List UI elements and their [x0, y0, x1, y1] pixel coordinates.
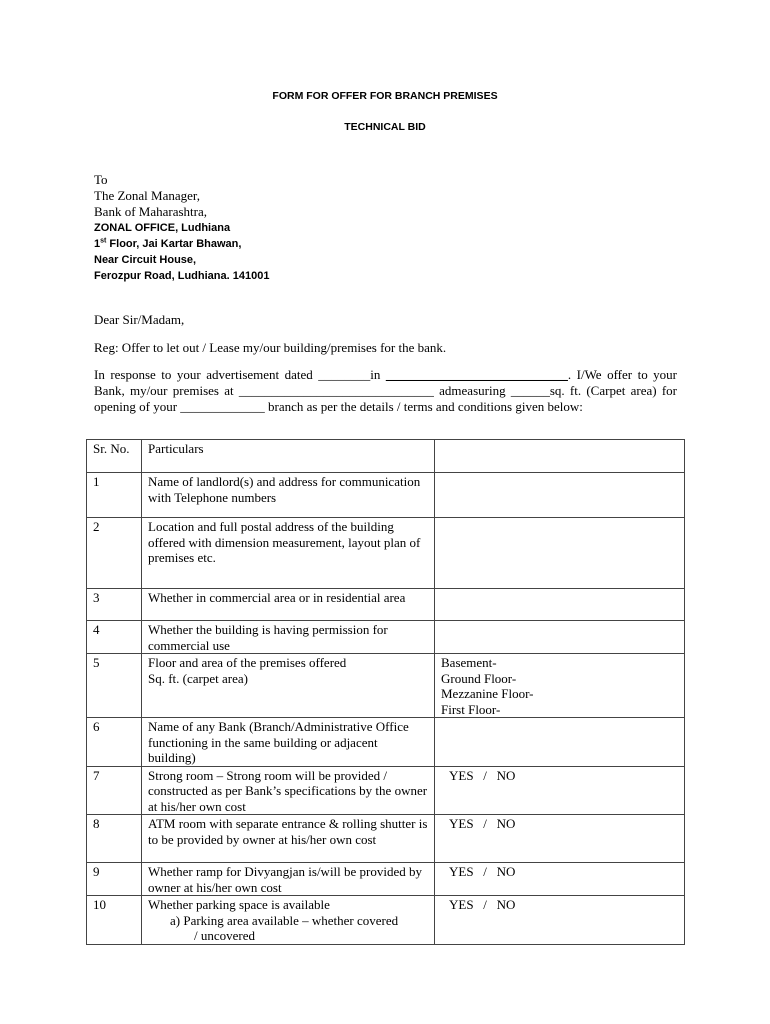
row-sr: 3	[87, 589, 142, 621]
row-particulars: Whether ramp for Divyangjan is/will be provided by owner at his/her own cost	[142, 863, 435, 896]
table-row	[87, 766, 685, 815]
particulars-line: Whether parking space is available	[148, 897, 330, 912]
form-subtitle: TECHNICAL BID	[344, 121, 426, 133]
sub-item-text: a) Parking area available – whether covered	[170, 912, 399, 928]
table-row	[87, 654, 685, 718]
yes-no-text: YES / NO	[449, 864, 516, 879]
row-value-field[interactable]	[435, 518, 685, 589]
address-line1: The Zonal Manager,	[94, 188, 200, 203]
table-row	[87, 518, 685, 589]
row-particulars	[142, 654, 435, 718]
header-particulars: Particulars	[142, 440, 435, 473]
table-header-row	[87, 440, 685, 473]
row-sr: 7	[87, 766, 142, 815]
response-paragraph	[94, 367, 677, 415]
row-particulars: Location and full postal address of the building offered with dimension measurement, layout plan of premises etc.	[142, 518, 435, 589]
table-row	[87, 473, 685, 518]
row-sr: 4	[87, 621, 142, 654]
response-part2: . I/We offer to your Bank, my/our premises at ______________________________ admeasuring ______sq. ft. (Carpet area) for opening of your _____________ branch as per the details / terms and conditions given below:	[94, 367, 678, 414]
table-row	[87, 815, 685, 863]
address-line6: Ferozpur Road, Ludhiana. 141001	[94, 270, 270, 282]
salutation: Dear Sir/Madam,	[94, 312, 185, 327]
row-sr: 5	[87, 654, 142, 718]
floor-basement: Basement-	[441, 655, 497, 670]
header-sr: Sr. No.	[87, 440, 142, 473]
yes-no-choice[interactable]	[435, 766, 685, 815]
row-particulars: Strong room – Strong room will be provided / constructed as per Bank’s specifications by the owner at his/her own cost	[142, 766, 435, 815]
row-sr: 8	[87, 815, 142, 863]
row-sr: 1	[87, 473, 142, 518]
particulars-line: Floor and area of the premises offered	[148, 655, 347, 670]
floor-area-values[interactable]	[435, 654, 685, 718]
floor-mezzanine: Mezzanine Floor-	[441, 686, 534, 701]
yes-no-choice[interactable]	[435, 815, 685, 863]
yes-no-text: YES / NO	[449, 767, 516, 783]
row-particulars: Name of landlord(s) and address for communication with Telephone numbers	[142, 473, 435, 518]
table-row	[87, 718, 685, 767]
technical-bid-table	[86, 439, 685, 945]
yes-no-text: YES / NO	[449, 897, 516, 912]
row-value-field[interactable]	[435, 621, 685, 654]
row-sr: 2	[87, 518, 142, 589]
row-particulars	[142, 896, 435, 945]
address-line2: Bank of Maharashtra,	[94, 204, 207, 219]
recipient-address	[94, 172, 269, 284]
yes-no-choice[interactable]	[435, 896, 685, 945]
reg-line: Reg: Offer to let out / Lease my/our building/premises for the bank.	[94, 340, 447, 355]
floor-suffix: st	[100, 237, 107, 245]
address-line5: Near Circuit House,	[94, 254, 197, 266]
row-particulars: Whether the building is having permission for commercial use	[142, 621, 435, 654]
row-particulars: ATM room with separate entrance & rolling shutter is to be provided by owner at his/her own cost	[142, 815, 435, 863]
response-part1: In response to your advertisement dated ________in	[94, 367, 386, 382]
yes-no-text: YES / NO	[449, 816, 516, 831]
address-to: To	[94, 172, 108, 187]
table-row	[87, 896, 685, 945]
address-line4	[94, 236, 269, 252]
form-title: FORM FOR OFFER FOR BRANCH PREMISES	[272, 90, 498, 102]
row-sr: 9	[87, 863, 142, 896]
row-value-field[interactable]	[435, 589, 685, 621]
row-value-field[interactable]	[435, 473, 685, 518]
yes-no-choice[interactable]	[435, 863, 685, 896]
table-row	[87, 589, 685, 621]
floor-ground: Ground Floor-	[441, 670, 517, 686]
table-row	[87, 621, 685, 654]
row-value-field[interactable]	[435, 718, 685, 767]
header-value	[435, 440, 685, 473]
row-particulars: Name of any Bank (Branch/Administrative Office functioning in the same building or adjacent building)	[142, 718, 435, 767]
sub-item-continuation: / uncovered	[194, 928, 256, 943]
row-sr: 6	[87, 718, 142, 767]
parking-sub-item	[148, 913, 428, 944]
response-blank: ____________________________	[385, 367, 568, 382]
floor-number: 1	[94, 238, 101, 250]
row-particulars: Whether in commercial area or in residential area	[142, 589, 435, 621]
floor-rest: Floor, Jai Kartar Bhawan,	[106, 238, 242, 250]
address-line3: ZONAL OFFICE, Ludhiana	[94, 222, 231, 234]
row-sr: 10	[87, 896, 142, 945]
floor-first: First Floor-	[441, 701, 501, 717]
particulars-line: Sq. ft. (carpet area)	[148, 670, 248, 686]
table-row	[87, 863, 685, 896]
